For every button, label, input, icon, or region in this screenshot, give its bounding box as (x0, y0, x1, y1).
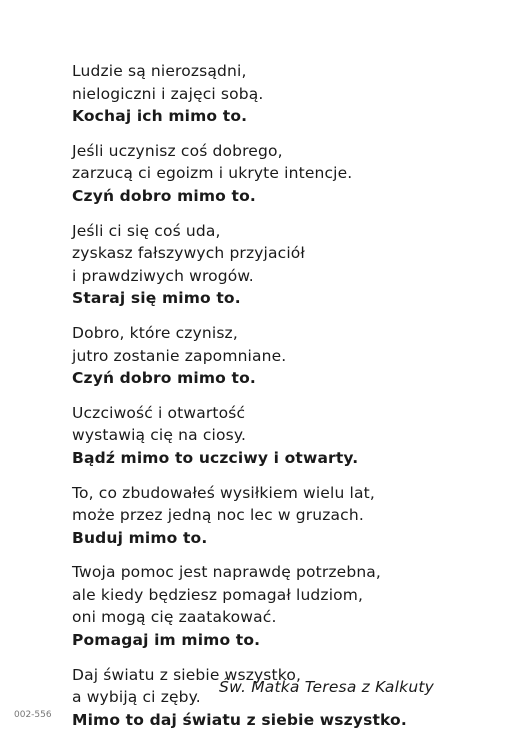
stanza (72, 140, 492, 208)
poem-line: a wybiją ci zęby. (72, 688, 201, 707)
poem-line: Daj światu z siebie wszystko, (72, 665, 302, 684)
poem-line: oni mogą cię zaatakować. (72, 608, 277, 627)
refrain-line: Staraj się mimo to. (72, 289, 241, 308)
poem-line: To, co zbudowałeś wysiłkiem wielu lat, (72, 483, 375, 502)
stanza (72, 402, 492, 470)
poem-line: Jeśli uczynisz coś dobrego, (72, 141, 283, 160)
refrain-line: Pomagaj im mimo to. (72, 631, 261, 650)
poem-line: Ludzie są nierozsądni, (72, 62, 247, 80)
poem-line: zarzucą ci egoizm i ukryte intencje. (72, 164, 353, 183)
poem-line: ale kiedy będziesz pomagał ludziom, (72, 585, 364, 604)
poem-line: zyskasz fałszywych przyjaciół (72, 244, 305, 263)
poem-line: Uczciwość i otwartość (72, 403, 246, 422)
poem-line: może przez jedną noc lec w gruzach. (72, 506, 364, 525)
poem-line: i prawdziwych wrogów. (72, 266, 254, 285)
poem (72, 60, 492, 743)
refrain-line: Buduj mimo to. (72, 528, 208, 547)
poem-line: jutro zostanie zapomniane. (72, 346, 287, 365)
poem-line: Jeśli ci się coś uda, (72, 221, 221, 240)
stanza (72, 220, 492, 310)
refrain-line: Czyń dobro mimo to. (72, 186, 256, 205)
refrain-line: Mimo to daj światu z siebie wszystko. (72, 710, 407, 729)
attribution: Św. Matka Teresa z Kalkuty (219, 678, 434, 696)
stanza (72, 664, 492, 732)
stanza (72, 60, 492, 128)
stanza (72, 322, 492, 390)
poem-line: Twoja pomoc jest naprawdę potrzebna, (72, 563, 382, 582)
stanza (72, 482, 492, 550)
poem-line: nielogiczni i zajęci sobą. (72, 84, 264, 103)
refrain-line: Kochaj ich mimo to. (72, 107, 248, 126)
stanza (72, 561, 492, 651)
refrain-line: Czyń dobro mimo to. (72, 369, 256, 388)
product-code: 002-556 (14, 710, 52, 720)
refrain-line: Bądź mimo to uczciwy i otwarty. (72, 448, 359, 467)
poem-line: wystawią cię na ciosy. (72, 426, 247, 445)
poem-line: Dobro, które czynisz, (72, 323, 238, 342)
